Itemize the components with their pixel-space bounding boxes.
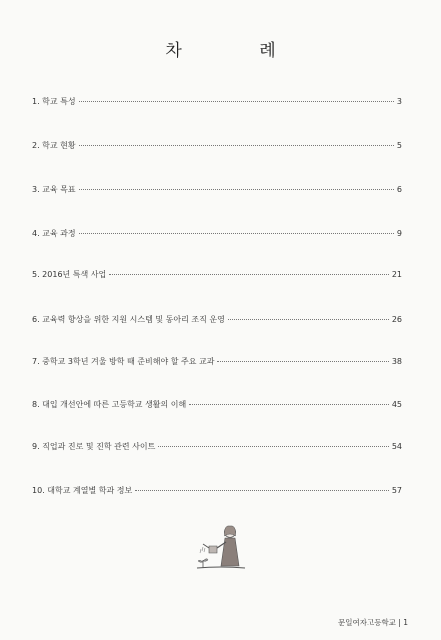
- toc-entry-page: 6: [396, 185, 402, 194]
- toc-entry[interactable]: [32, 314, 402, 328]
- toc-entry-page: 3: [396, 97, 402, 106]
- toc-dot-leader: [79, 145, 394, 146]
- toc-entry-label: 2. 학교 현황: [32, 141, 76, 150]
- toc-entry[interactable]: [32, 269, 402, 283]
- toc-entry-label: 8. 대입 개선안에 따른 고등학교 생활의 이해: [32, 400, 187, 409]
- toc-dot-leader: [228, 319, 389, 320]
- toc-dot-leader: [158, 446, 388, 447]
- toc-entry[interactable]: [32, 96, 402, 110]
- toc-entry-page: 45: [391, 400, 402, 409]
- toc-entry-page: 54: [391, 442, 402, 451]
- toc-entry[interactable]: [32, 485, 402, 499]
- toc-entry-label: 4. 교육 과정: [32, 229, 76, 238]
- page-footer: 문일여자고등학교 | 1: [337, 618, 408, 627]
- toc-entry-page: 26: [391, 315, 402, 324]
- toc-entry-label: 9. 직업과 진로 및 진학 관련 사이트: [32, 442, 156, 451]
- watering-plant-illustration: [195, 522, 247, 572]
- toc-entry-label: 1. 학교 특성: [32, 97, 76, 106]
- toc-dot-leader: [135, 490, 389, 491]
- toc-entry-page: 9: [396, 229, 402, 238]
- page-title: 차 례: [165, 41, 312, 61]
- toc-entry[interactable]: [32, 356, 402, 370]
- toc-entry[interactable]: [32, 184, 402, 198]
- toc-dot-leader: [217, 361, 388, 362]
- toc-dot-leader: [79, 233, 394, 234]
- toc-entry[interactable]: [32, 228, 402, 242]
- toc-entry-label: 5. 2016년 특색 사업: [32, 270, 107, 279]
- toc-entry-page: 57: [391, 486, 402, 495]
- toc-dot-leader: [109, 274, 389, 275]
- toc-entry-page: 38: [391, 357, 402, 366]
- toc-entry-page: 21: [391, 270, 402, 279]
- toc-entry-label: 3. 교육 목표: [32, 185, 76, 194]
- toc-entry-label: 7. 중학교 3학년 겨울 방학 때 준비해야 할 주요 교과: [32, 357, 215, 366]
- toc-entry[interactable]: [32, 399, 402, 413]
- toc-entry[interactable]: [32, 140, 402, 154]
- toc-entry[interactable]: [32, 441, 402, 455]
- toc-entry-page: 5: [396, 141, 402, 150]
- toc-entry-label: 6. 교육력 향상을 위한 지원 시스템 및 동아리 조직 운영: [32, 315, 225, 324]
- toc-dot-leader: [79, 101, 394, 102]
- toc-entry-label: 10. 대학교 계열별 학과 정보: [32, 486, 133, 495]
- toc-dot-leader: [189, 404, 389, 405]
- toc-dot-leader: [79, 189, 394, 190]
